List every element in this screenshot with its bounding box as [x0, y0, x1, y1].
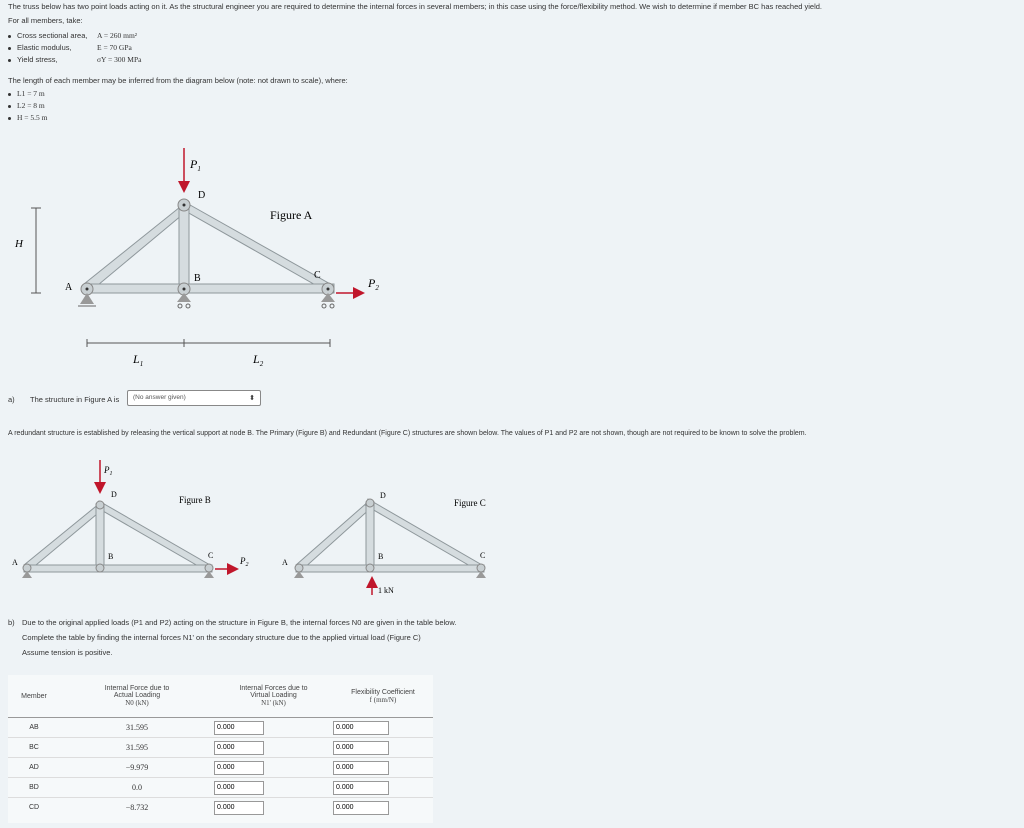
f-input-ab[interactable] [333, 721, 389, 735]
part-b-line2: Complete the table by finding the internal forces N1' on the secondary structure due to the applied virtual load (Figure C) [22, 633, 421, 642]
node-b-a [23, 564, 31, 572]
member-b-ad [24, 503, 103, 570]
figure-a-title: Figure A [270, 208, 313, 222]
label-l2: $L_2$ [253, 352, 264, 368]
label-b-b: B [108, 552, 114, 561]
table-row: BC 31.595 0.000 0.000 [8, 738, 433, 758]
label-p2: $P_2$ [368, 276, 379, 292]
member-c-ac [296, 565, 484, 572]
roller-support-c [321, 293, 335, 302]
f-input-bd[interactable] [333, 781, 389, 795]
member-bd [179, 204, 189, 290]
figure-b [0, 455, 270, 585]
pin-support-a [80, 293, 94, 304]
label-h: H [15, 238, 23, 250]
f-input-cd[interactable] [333, 801, 389, 815]
label-d: D [198, 190, 206, 201]
n1-input-cd[interactable] [214, 801, 264, 815]
label-c-d: D [380, 491, 386, 500]
select-value: (No answer given) [133, 394, 186, 401]
property-modulus: Elastic modulus, E = 70 GPa [8, 43, 132, 52]
node-c-a [295, 564, 303, 572]
n1-input-bc[interactable] [214, 741, 264, 755]
member-ac [84, 284, 334, 293]
figure-c [280, 455, 510, 605]
n1-input-ab[interactable] [214, 721, 264, 735]
part-b-line1: Due to the original applied loads (P1 and P2) acting on the structure in Figure B, the internal forces N0 are given in the table below. [22, 618, 457, 627]
roller-support-b [177, 293, 191, 302]
node-b-d [96, 501, 104, 509]
label-b-a: A [12, 558, 18, 567]
n1-input-bd[interactable] [214, 781, 264, 795]
label-b-c: C [208, 551, 214, 560]
intro-take: For all members, take: [8, 16, 83, 25]
figure-b-title: Figure B [179, 495, 211, 505]
label-c-b: B [378, 552, 384, 561]
header-n1: Internal Forces due to Virtual Loading N1' (kN) [214, 675, 333, 718]
chevron-down-icon: ⬍ [249, 395, 255, 402]
header-n0: Internal Force due to Actual Loading N0 (kN) [60, 675, 214, 718]
label-b: B [194, 273, 201, 284]
length-l2: L2 = 8 m [8, 101, 45, 110]
member-c-bd [366, 502, 374, 570]
part-b-line3: Assume tension is positive. [22, 648, 113, 657]
part-a-question: The structure in Figure A is [30, 395, 120, 404]
part-a-label: a) [8, 395, 15, 404]
part-b-label: b) [8, 618, 15, 627]
property-area: Cross sectional area, A = 260 mm² [8, 31, 137, 40]
label-c-c: C [480, 551, 486, 560]
n1-input-ad[interactable] [214, 761, 264, 775]
table-row: CD −8.732 0.000 0.000 [8, 798, 433, 818]
member-b-bd [96, 504, 104, 570]
forces-table [8, 675, 433, 817]
header-member: Member [8, 675, 60, 718]
length-h: H = 5.5 m [8, 113, 47, 122]
label-p1: $P_1$ [190, 157, 201, 173]
label-b-p1: $P_1$ [104, 465, 113, 477]
member-b-ac [24, 565, 212, 572]
node-b-b [96, 564, 104, 572]
table-row: AD −9.979 0.000 0.000 [8, 758, 433, 778]
f-input-bc[interactable] [333, 741, 389, 755]
intro-text: The truss below has two point loads acting on it. As the structural engineer you are required to determine the internal forces in several members; in this case using the force/flexibility method. We wish to determine if member BC has reached yield. [8, 2, 823, 11]
node-c-c [477, 564, 485, 572]
member-c-ad [296, 501, 372, 570]
label-b-p2: $P_2$ [240, 556, 249, 568]
label-c-a: A [282, 558, 288, 567]
table-row: AB 31.595 0.000 0.000 [8, 718, 433, 738]
node-b-c [205, 564, 213, 572]
length-l1: L1 = 7 m [8, 89, 45, 98]
node-c-d [366, 499, 374, 507]
figure-a [0, 140, 420, 380]
node-c-b [366, 564, 374, 572]
figure-c-title: Figure C [454, 498, 486, 508]
redundant-text: A redundant structure is established by releasing the vertical support at node B. The Primary (Figure B) and Redundant (Figure C) structures are shown below. The values of P1 and P2 are not shown, though are not required to be known to solve the problem. [8, 430, 807, 437]
label-b-d: D [111, 490, 117, 499]
table-row: BD 0.0 0.000 0.000 [8, 778, 433, 798]
header-flexibility: Flexibility Coefficient f (mm/N) [333, 675, 433, 718]
property-yield: Yield stress, σY = 300 MPa [8, 55, 141, 64]
f-input-ad[interactable] [333, 761, 389, 775]
label-a: A [65, 282, 73, 293]
label-l1: $L_1$ [133, 352, 144, 368]
label-c: C [314, 270, 321, 281]
structure-type-select[interactable] [127, 390, 261, 406]
label-c-load: 1 kN [378, 586, 394, 595]
member-ad [84, 203, 188, 290]
length-note: The length of each member may be inferred from the diagram below (note: not drawn to scale), where: [8, 76, 348, 85]
